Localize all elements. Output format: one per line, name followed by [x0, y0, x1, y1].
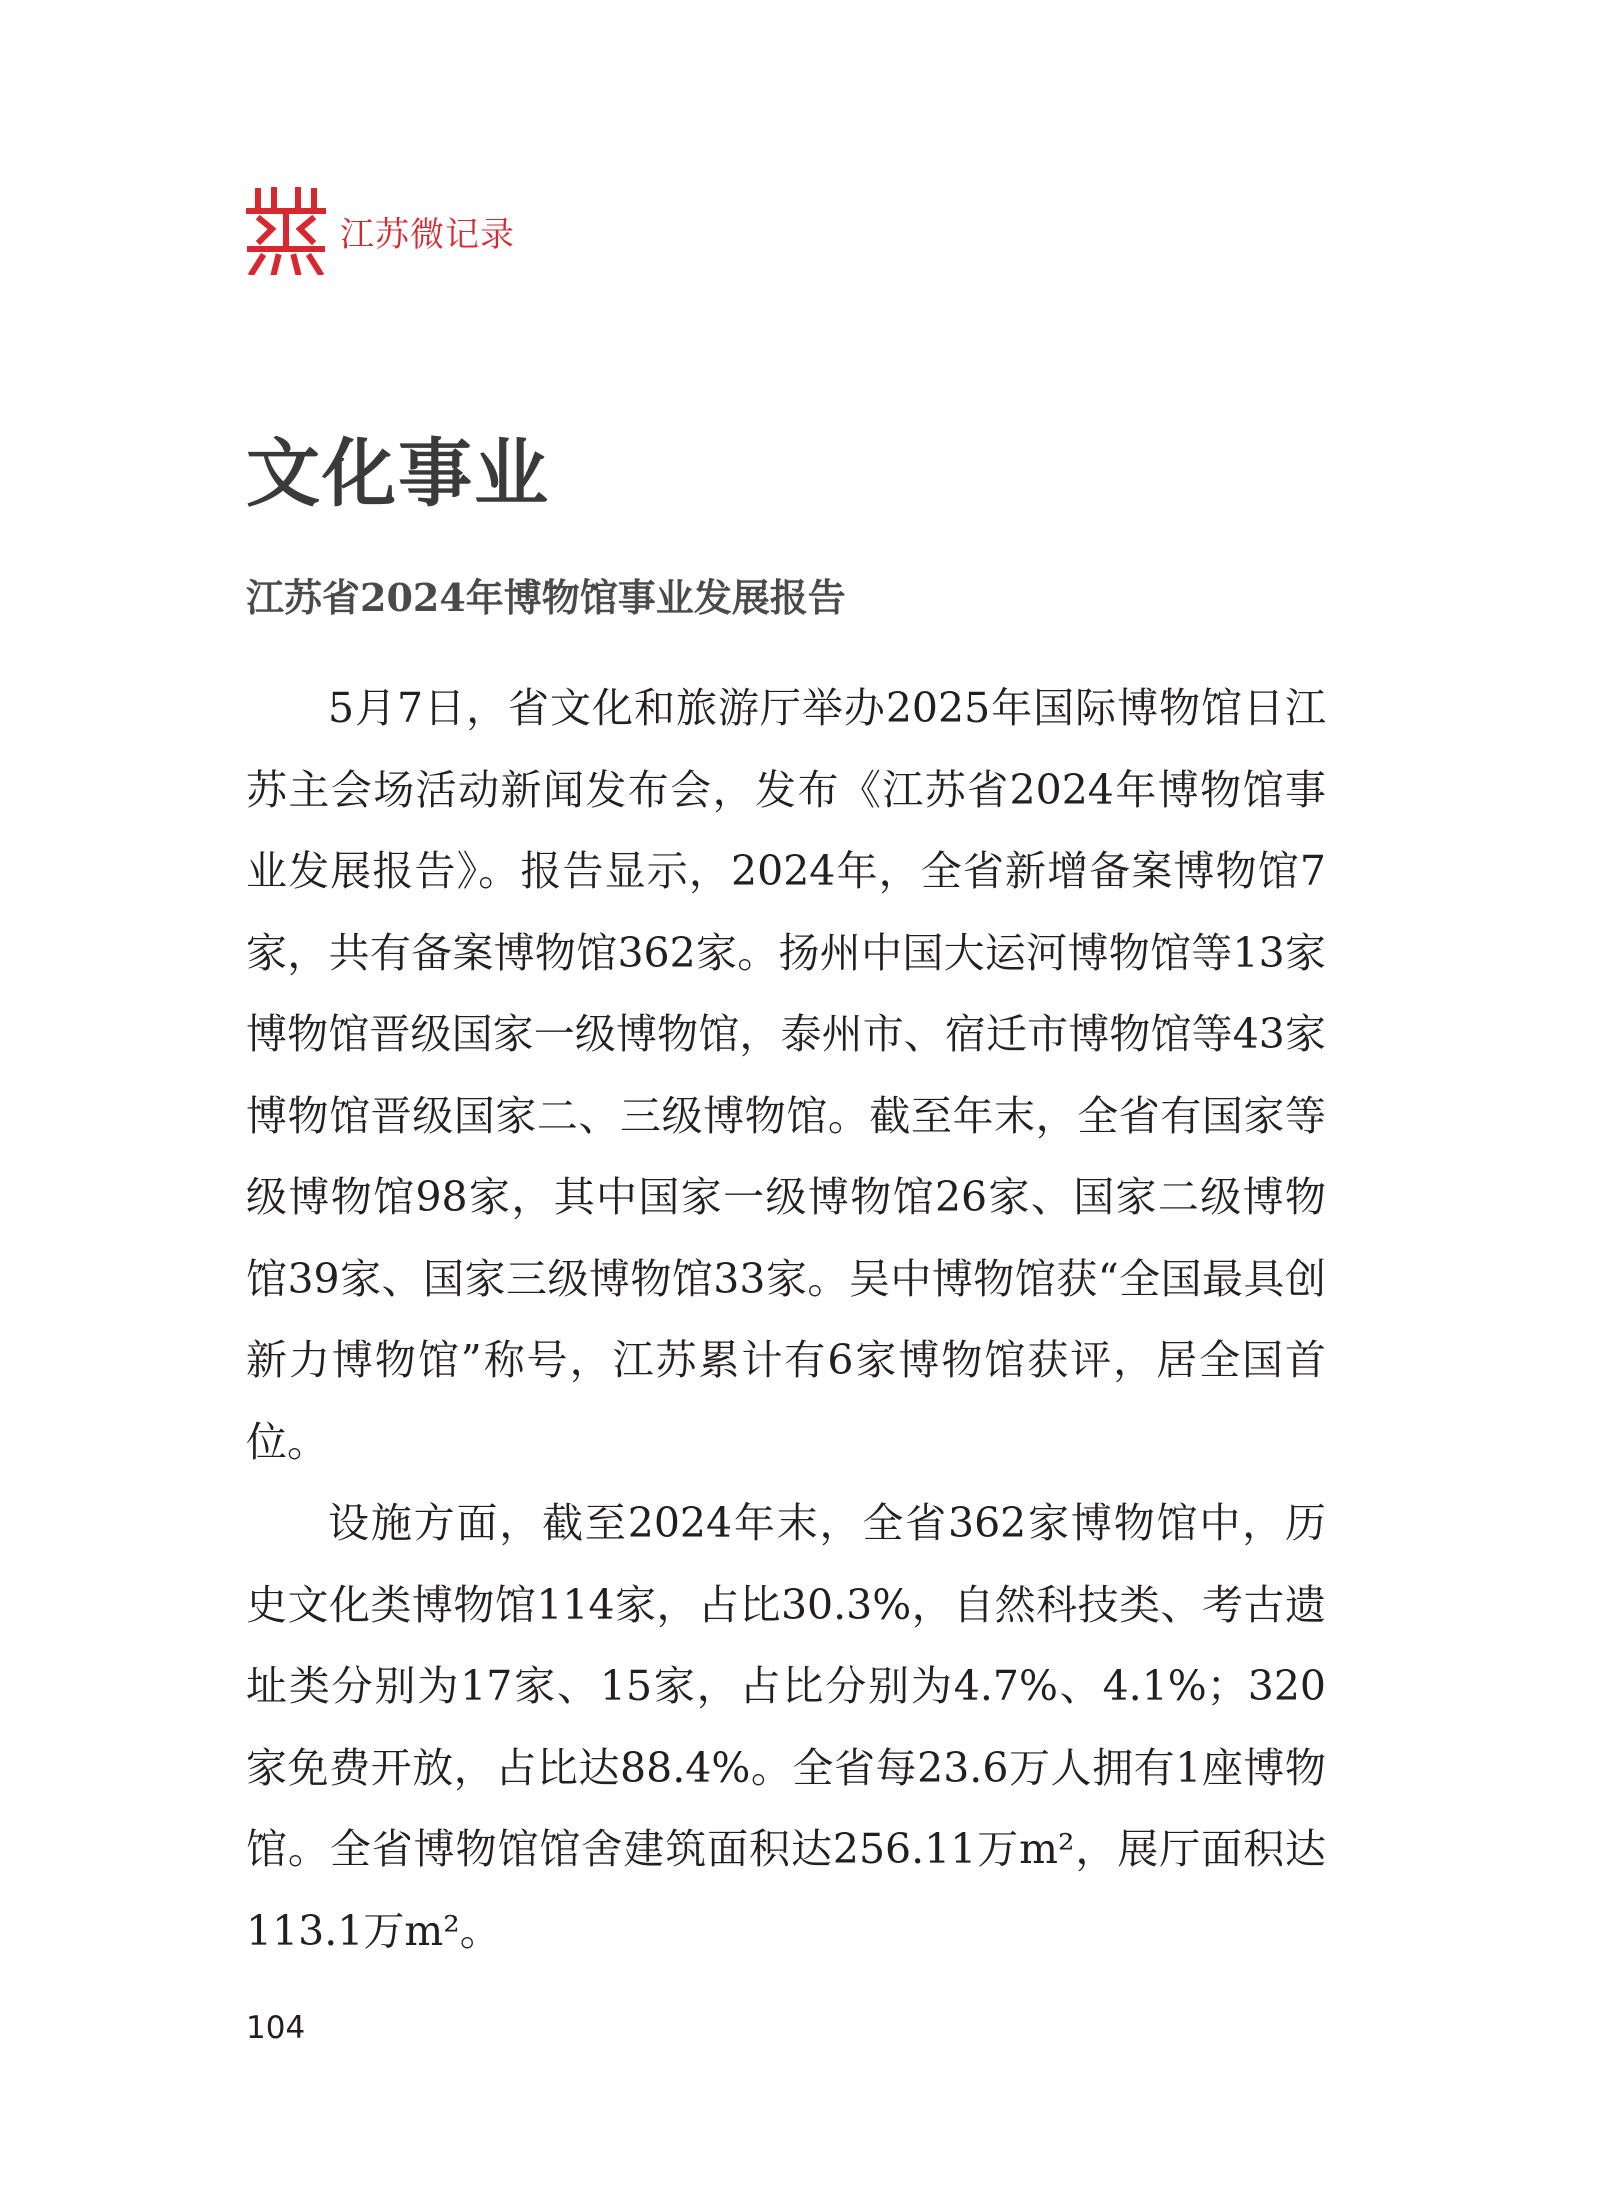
- article-title: 江苏省2024年博物馆事业发展报告: [246, 575, 846, 620]
- page-header: [246, 186, 515, 276]
- paragraph: 设施方面，截至2024年末，全省362家博物馆中，历史文化类博物馆114家，占比30.3%，自然科技类、考古遗址类分别为17家、15家，占比分别为4.7%、4.1%；320家免费开放，占比达88.4%。全省每23.6万人拥有1座博物馆。全省博物馆馆舍建筑面积达256.11万m²，展厅面积达113.1万m²。: [246, 1499, 1326, 1955]
- page-number: 104: [246, 2010, 306, 2046]
- article-body: [246, 668, 1326, 1972]
- jiangsu-logo-icon: [246, 187, 326, 275]
- header-title: 江苏微记录: [340, 214, 515, 255]
- paragraph: 5月7日，省文化和旅游厅举办2025年国际博物馆日江苏主会场活动新闻发布会，发布《江苏省2024年博物馆事业发展报告》。报告显示，2024年，全省新增备案博物馆7家，共有备案博物馆362家。扬州中国大运河博物馆等13家博物馆晋级国家一级博物馆，泰州市、宿迁市博物馆等43家博物馆晋级国家二、三级博物馆。截至年末，全省有国家等级博物馆98家，其中国家一级博物馆26家、国家二级博物馆39家、国家三级博物馆33家。吴中博物馆获“全国最具创新力博物馆”称号，江苏累计有6家博物馆获评，居全国首位。: [246, 684, 1326, 1466]
- section-title: 文化事业: [246, 431, 550, 517]
